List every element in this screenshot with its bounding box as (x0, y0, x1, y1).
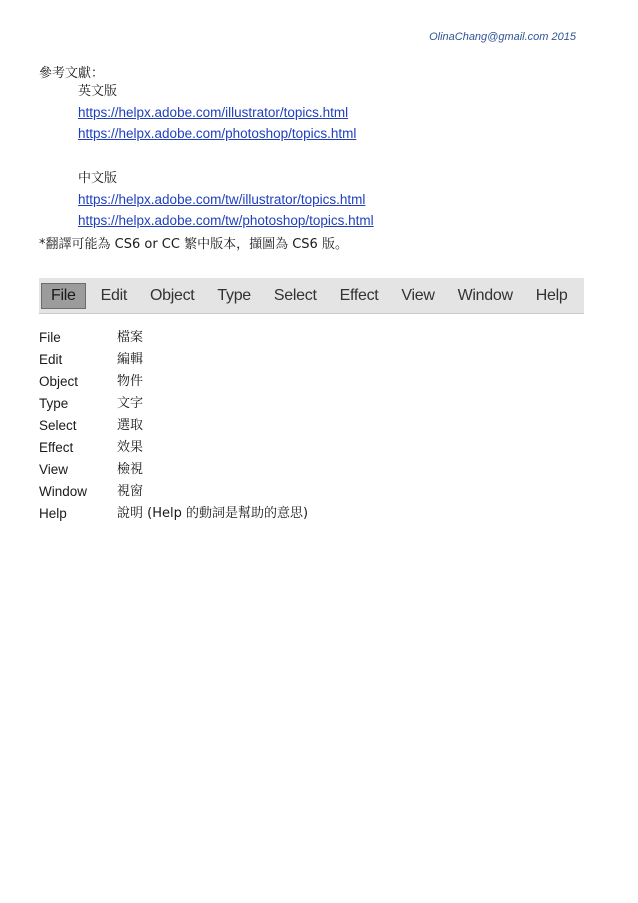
glossary-term-en: Effect (39, 440, 74, 455)
glossary-row (39, 349, 308, 371)
glossary-term-en: View (39, 462, 69, 477)
chinese-references (78, 169, 374, 231)
link-photoshop-zh[interactable]: https://helpx.adobe.com/tw/photoshop/topics.html (78, 213, 374, 228)
link-photoshop-en[interactable]: https://helpx.adobe.com/photoshop/topics.html (78, 126, 357, 141)
glossary-term-en: Window (39, 484, 88, 499)
glossary-term-zh: 檔案 (117, 330, 144, 345)
glossary-term-zh: 物件 (117, 374, 144, 389)
glossary-term-en: File (39, 330, 61, 345)
menu-object[interactable]: Object (149, 287, 195, 304)
glossary-table (39, 327, 308, 525)
menu-select[interactable]: Select (273, 287, 317, 304)
glossary-term-zh: 效果 (117, 440, 144, 455)
glossary-term-en: Type (39, 396, 69, 411)
menu-type[interactable]: Type (217, 287, 251, 304)
english-heading: 英文版 (78, 84, 118, 99)
glossary-term-zh: 編輯 (117, 352, 144, 367)
glossary-term-zh: 視窗 (117, 484, 144, 499)
menu-bar-screenshot (39, 278, 584, 314)
glossary-term-en: Help (39, 506, 67, 521)
glossary-term-zh: 文字 (117, 396, 144, 411)
glossary-row (39, 415, 308, 437)
glossary-term-zh: 檢視 (117, 462, 144, 477)
glossary-row (39, 393, 308, 415)
menu-view[interactable]: View (401, 287, 435, 304)
menu-window[interactable]: Window (457, 287, 513, 304)
glossary-row (39, 327, 308, 349)
translation-note: *翻譯可能為 CS6 or CC 繁中版本，擷圖為 CS6 版。 (39, 237, 348, 252)
menu-effect[interactable]: Effect (339, 287, 379, 304)
glossary-row (39, 459, 308, 481)
author-note: OlinaChang@gmail.com 2015 (429, 31, 576, 43)
menu-file[interactable]: File (41, 283, 86, 309)
glossary-term-en: Edit (39, 352, 63, 367)
glossary-term-zh: 說明 (Help 的動詞是幫助的意思) (117, 506, 309, 521)
link-illustrator-zh[interactable]: https://helpx.adobe.com/tw/illustrator/topics.html (78, 192, 366, 207)
glossary-row (39, 481, 308, 503)
glossary-row (39, 437, 308, 459)
glossary-row (39, 503, 308, 525)
glossary-term-en: Select (39, 418, 77, 433)
menu-edit[interactable]: Edit (100, 287, 127, 304)
chinese-heading: 中文版 (78, 171, 118, 186)
english-references (78, 82, 356, 144)
glossary-term-zh: 選取 (117, 418, 144, 433)
link-illustrator-en[interactable]: https://helpx.adobe.com/illustrator/topics.html (78, 105, 349, 120)
menu-help[interactable]: Help (535, 287, 568, 304)
glossary-row (39, 371, 308, 393)
references-title: 參考文獻： (39, 66, 105, 81)
glossary-term-en: Object (39, 374, 79, 389)
